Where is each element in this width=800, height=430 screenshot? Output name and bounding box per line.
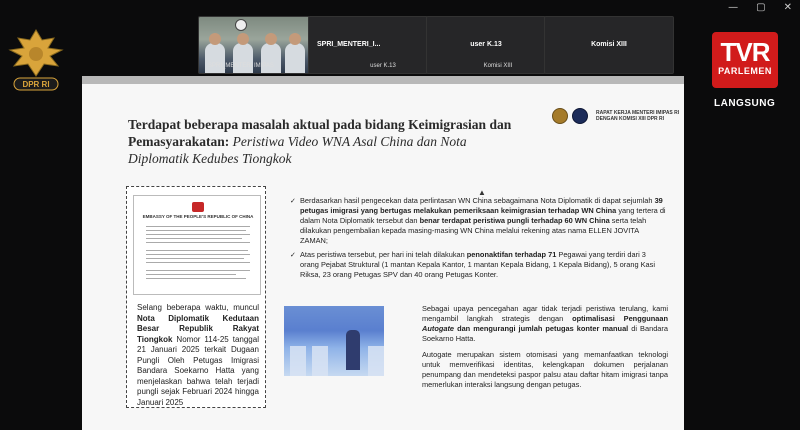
top-bar bbox=[0, 0, 800, 16]
participant-name: user K.13 bbox=[470, 41, 502, 48]
close-button[interactable]: ✕ bbox=[783, 2, 792, 13]
garuda-seal-icon bbox=[552, 108, 568, 124]
maximize-button[interactable]: ▢ bbox=[756, 2, 766, 13]
minimize-button[interactable]: — bbox=[728, 2, 739, 13]
slide-header-text: RAPAT KERJA MENTERI IMIPAS RI DENGAN KOMISI XIII DPR RI bbox=[596, 110, 680, 122]
tv-logo-text: TVR bbox=[720, 37, 770, 67]
slide-title-italic: Peristiwa Video WNA Asal China dan Nota Diplomatik Kedubes Tiongkok bbox=[128, 134, 467, 166]
participant-name: SPRI_MENTERI_I... bbox=[317, 41, 381, 48]
participant-name-bar bbox=[200, 63, 670, 73]
dpr-logo-text: DPR RI bbox=[22, 80, 50, 89]
participant-bar-label: SPRI_MENTERI IMIPAS bbox=[208, 63, 274, 69]
list-item: ✓ Atas peristiwa tersebut, per hari ini telah dilakukan penonaktifan terhadap 71 Pegawai yang terdiri dari 3 orang Pejabat Struktural (1 mantan Kepala Kantor, 1 mantan Kepala Bidang, 1 Kepala Bidang), 5 orang Kasi Riksa, 23 orang Petugas SPV dan 40 orang Petugas Konter. bbox=[290, 250, 666, 280]
live-label: LANGSUNG bbox=[714, 98, 776, 109]
slide-header-logos bbox=[552, 108, 692, 124]
autogate-photo bbox=[284, 306, 384, 376]
findings-list bbox=[290, 196, 666, 284]
participant-bar-label: Komisi XIII bbox=[483, 63, 513, 69]
list-item: ✓ Berdasarkan hasil pengecekan data perlintasan WN China sebagaimana Nota Diplomatik di dapat sejumlah 39 petugas imigrasi yang bertugas melakukan pemeriksaan keimigrasian terhadap WN China yang tertera di dalam Nota Diplomatik tersebut dan benar terdapat peristiwa pungli terhadap 60 WN China serta telah dilakukan pengembalian kepada masing-masing WN China melalui rekening atas nama ELLEN JOVITA ZAMAN; bbox=[290, 196, 666, 246]
mouse-cursor-icon: ▲ bbox=[478, 188, 486, 197]
participant-name: Komisi XIII bbox=[591, 41, 627, 48]
dpr-emblem-logo bbox=[4, 24, 68, 96]
tv-parlemen-logo bbox=[712, 32, 778, 88]
autogate-paragraph: Autogate merupakan sistem otomisasi yang memanfaatkan teknologi untuk memverifikasi identitas, kelengkapan dokumen perjalanan penumpang dan mendeteksi paspor palsu atau daftar hitam imigrasi tanpa memerlukan interaksi langsung dengan petugas. bbox=[422, 350, 668, 389]
prevention-paragraph: Sebagai upaya pencegahan agar tidak terjadi peristiwa terulang, kami mengambil langkah strategis dengan optimalisasi Penggunaan Autogate dan mengurangi jumlah petugas konter manual di Bandara Soekarno Hatta. bbox=[422, 304, 668, 343]
person-figure bbox=[346, 330, 360, 370]
diplomatic-note-image bbox=[133, 195, 261, 295]
presentation-slide bbox=[82, 76, 684, 430]
prevention-text bbox=[422, 304, 668, 396]
slide-title bbox=[128, 116, 528, 167]
china-emblem-icon bbox=[192, 202, 204, 212]
ministry-seal-icon bbox=[572, 108, 588, 124]
doc-header: EMBASSY OF THE PEOPLE'S REPUBLIC OF CHINA bbox=[142, 214, 254, 219]
slide-title-main: Terdapat beberapa masalah aktual pada bidang Keimigrasian dan Pemasyarakatan: bbox=[128, 117, 512, 149]
card-text-rest: Nomor 114-25 tanggal 21 Januari 2025 terkait Dugaan Pungli Oleh Petugas Imigrasi Bandara Soekarno Hatta yang menjelaskan bahwa telah terjadi pungli sejak Februari 2024 hingga Januari 2025 bbox=[137, 334, 259, 407]
participant-bar-label: user K.13 bbox=[370, 63, 396, 69]
card-text-bold: Nota Diplomatik Kedutaan Besar Republik Rakyat Tiongkok bbox=[137, 313, 259, 344]
wall-clock-icon bbox=[235, 19, 247, 31]
window-controls bbox=[728, 2, 792, 13]
card-description bbox=[137, 303, 259, 408]
diplomatic-note-card bbox=[126, 186, 266, 408]
tv-logo-subtext: PARLEMEN bbox=[718, 66, 772, 76]
card-text-prefix: Selang beberapa waktu, muncul bbox=[137, 303, 259, 312]
